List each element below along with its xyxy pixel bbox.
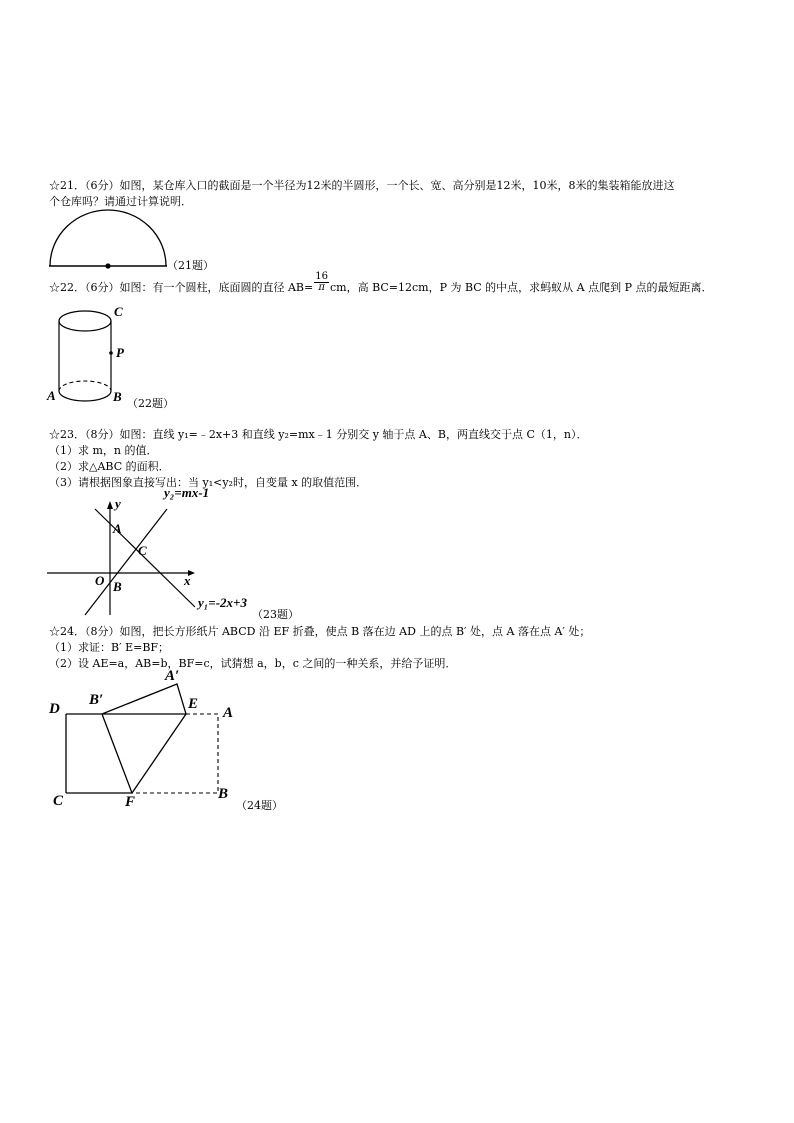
q22-fraction-numerator: 16 (315, 270, 328, 282)
q24-rectangle-fold-figure (40, 670, 280, 820)
q23-text-line2: （1）求 m，n 的值． (49, 444, 158, 457)
q23-label-y: y (115, 496, 121, 511)
q23-text-line1: ☆23．（8分）如图：直线 y₁=﹣2x+3 和直线 y₂=mx﹣1 分别交 y 轴于点 A、B，两直线交于点 C（1，n）． (49, 428, 588, 441)
q24-label-a-prime: A′ (165, 668, 180, 684)
q23-label-a: A (113, 521, 122, 536)
q23-caption: （23题） (252, 608, 299, 621)
q24-label-a: A (223, 705, 234, 721)
q23-label-x: x (184, 573, 191, 588)
q24-text-line2: （1）求证：B′ E=BF； (49, 641, 170, 654)
q22-label-b: B (113, 389, 122, 404)
q23-label-c: C (138, 543, 147, 558)
q23-text-line4: （3）请根据图象直接写出：当 y₁<y₂时，自变量 x 的取值范围． (49, 476, 368, 489)
q21-caption: （21题） (167, 259, 214, 272)
q22-label-c: C (114, 304, 123, 319)
q24-caption: （24题） (236, 799, 283, 812)
q22-fraction-denominator: π (318, 281, 325, 293)
q24-label-f: F (125, 794, 136, 810)
q22-caption: （22题） (127, 397, 174, 410)
q24-label-c: C (53, 793, 64, 809)
q21-text-line2: 个仓库吗？请通过计算说明． (49, 195, 192, 208)
q21-text-line1: ☆21．（6分）如图，某仓库入口的截面是一个半径为12米的半圆形，一个长、宽、高分别是12米，10米，8米的集装箱能放进这 (49, 179, 675, 192)
q23-graph-figure (45, 495, 215, 620)
q22-label-p: P (116, 345, 124, 360)
q24-label-e: E (188, 696, 199, 712)
q22-text: ☆22．（6分）如图：有一个圆柱，底面圆的直径 AB= $\frac{16}{\pi}$ cm，高 BC=12cm，P 为 BC 的中点，求蚂蚁从 A 点爬到 P 点的最短距离． (49, 270, 713, 294)
q24-label-b: B (218, 786, 229, 802)
q22-label-a: A (47, 388, 56, 403)
q23-text-line3: （2）求△ABC 的面积． (49, 460, 170, 473)
q23-label-origin: O (95, 573, 105, 588)
q24-label-b-prime: B′ (89, 692, 104, 708)
q23-label-b: B (113, 579, 122, 594)
q23-label-line-y2: y₂=mx-1 (164, 485, 210, 500)
q24-label-d: D (49, 701, 60, 717)
q23-label-line-y1: y₁=-2x+3 (198, 595, 247, 610)
q24-text-line1: ☆24．（8分）如图，把长方形纸片 ABCD 沿 EF 折叠，使点 B 落在边 AD 上的点 B′ 处，点 A 落在点 A′ 处； (49, 625, 591, 638)
q24-text-line3: （2）设 AE=a，AB=b，BF=c，试猜想 a，b，c 之间的一种关系，并给予证明． (49, 657, 457, 670)
q21-semicircle-figure (45, 210, 175, 280)
